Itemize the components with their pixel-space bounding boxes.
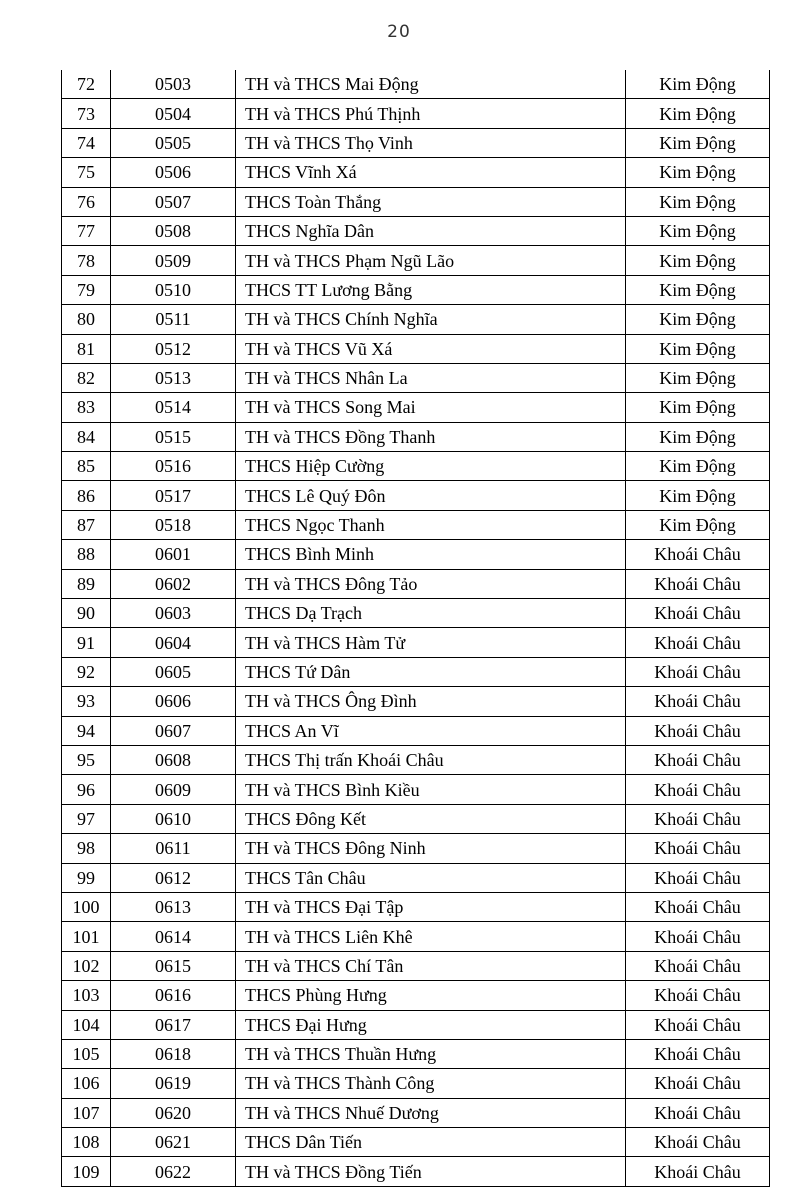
table-row [62,599,770,628]
district-name: Kim Động [626,275,770,304]
school-code: 0515 [111,422,236,451]
district-name: Khoái Châu [626,892,770,921]
district-name: Khoái Châu [626,981,770,1010]
row-number: 87 [62,510,111,539]
school-code: 0619 [111,1069,236,1098]
school-name: TH và THCS Chí Tân [236,951,626,980]
row-number: 99 [62,863,111,892]
row-number: 77 [62,216,111,245]
school-code: 0604 [111,628,236,657]
district-name: Khoái Châu [626,922,770,951]
school-code: 0514 [111,393,236,422]
row-number: 94 [62,716,111,745]
table-row [62,628,770,657]
district-name: Khoái Châu [626,599,770,628]
district-name: Khoái Châu [626,804,770,833]
school-code: 0621 [111,1128,236,1157]
district-name: Kim Động [626,246,770,275]
row-number: 106 [62,1069,111,1098]
district-name: Khoái Châu [626,863,770,892]
school-code: 0513 [111,363,236,392]
table-row [62,275,770,304]
table-row [62,863,770,892]
table-row [62,481,770,510]
school-code: 0516 [111,452,236,481]
district-name: Khoái Châu [626,657,770,686]
school-code: 0605 [111,657,236,686]
page-number: 20 [387,22,411,42]
school-name: THCS Phùng Hưng [236,981,626,1010]
row-number: 80 [62,305,111,334]
school-name: THCS Bình Minh [236,540,626,569]
district-name: Khoái Châu [626,951,770,980]
table-row [62,1039,770,1068]
row-number: 109 [62,1157,111,1186]
school-name: TH và THCS Nhuế Dương [236,1098,626,1127]
row-number: 82 [62,363,111,392]
row-number: 104 [62,1010,111,1039]
district-name: Khoái Châu [626,716,770,745]
table-row [62,1128,770,1157]
row-number: 95 [62,745,111,774]
table-row [62,687,770,716]
district-name: Kim Động [626,452,770,481]
school-table [61,70,770,1187]
school-code: 0606 [111,687,236,716]
school-code: 0504 [111,99,236,128]
row-number: 96 [62,775,111,804]
school-code: 0511 [111,305,236,334]
school-code: 0503 [111,70,236,99]
row-number: 72 [62,70,111,99]
school-name: TH và THCS Đồng Tiến [236,1157,626,1186]
table-row [62,216,770,245]
district-name: Kim Động [626,99,770,128]
school-name: TH và THCS Song Mai [236,393,626,422]
school-name: THCS Tân Châu [236,863,626,892]
school-code: 0618 [111,1039,236,1068]
school-name: TH và THCS Mai Động [236,70,626,99]
row-number: 98 [62,834,111,863]
school-name: THCS Toàn Thắng [236,187,626,216]
table-row [62,334,770,363]
school-name: THCS An Vĩ [236,716,626,745]
school-code: 0508 [111,216,236,245]
school-code: 0613 [111,892,236,921]
table-row [62,99,770,128]
school-name: TH và THCS Hàm Tử [236,628,626,657]
table-row [62,1098,770,1127]
school-name: TH và THCS Thuần Hưng [236,1039,626,1068]
district-name: Khoái Châu [626,1010,770,1039]
row-number: 78 [62,246,111,275]
table-row [62,246,770,275]
school-code: 0615 [111,951,236,980]
district-name: Kim Động [626,158,770,187]
school-code: 0512 [111,334,236,363]
district-name: Kim Động [626,128,770,157]
row-number: 93 [62,687,111,716]
school-code: 0603 [111,599,236,628]
district-name: Khoái Châu [626,540,770,569]
district-name: Khoái Châu [626,569,770,598]
school-code: 0509 [111,246,236,275]
district-name: Khoái Châu [626,745,770,774]
row-number: 88 [62,540,111,569]
table-row [62,834,770,863]
school-name: THCS TT Lương Bằng [236,275,626,304]
school-name: THCS Nghĩa Dân [236,216,626,245]
district-name: Kim Động [626,305,770,334]
school-code: 0510 [111,275,236,304]
school-name: TH và THCS Đồng Thanh [236,422,626,451]
school-code: 0517 [111,481,236,510]
school-code: 0622 [111,1157,236,1186]
school-code: 0601 [111,540,236,569]
school-name: THCS Đại Hưng [236,1010,626,1039]
row-number: 85 [62,452,111,481]
district-name: Kim Động [626,70,770,99]
row-number: 90 [62,599,111,628]
school-name: THCS Đông Kết [236,804,626,833]
table-row [62,70,770,99]
row-number: 73 [62,99,111,128]
school-name: TH và THCS Đông Ninh [236,834,626,863]
row-number: 92 [62,657,111,686]
table-row [62,187,770,216]
district-name: Khoái Châu [626,1128,770,1157]
row-number: 75 [62,158,111,187]
school-name: THCS Lê Quý Đôn [236,481,626,510]
school-name: TH và THCS Phạm Ngũ Lão [236,246,626,275]
row-number: 84 [62,422,111,451]
table-row [62,1069,770,1098]
school-name: THCS Dạ Trạch [236,599,626,628]
school-name: THCS Vĩnh Xá [236,158,626,187]
district-name: Khoái Châu [626,775,770,804]
district-name: Khoái Châu [626,628,770,657]
table-row [62,804,770,833]
school-code: 0617 [111,1010,236,1039]
school-name: TH và THCS Thành Công [236,1069,626,1098]
school-code: 0518 [111,510,236,539]
row-number: 101 [62,922,111,951]
school-name: TH và THCS Đông Tảo [236,569,626,598]
table-row [62,745,770,774]
table-row [62,363,770,392]
row-number: 81 [62,334,111,363]
table-body [62,70,770,1186]
school-code: 0611 [111,834,236,863]
row-number: 102 [62,951,111,980]
school-code: 0614 [111,922,236,951]
table-row [62,922,770,951]
school-code: 0610 [111,804,236,833]
school-code: 0602 [111,569,236,598]
row-number: 83 [62,393,111,422]
table-row [62,393,770,422]
table-row [62,1157,770,1186]
school-code: 0608 [111,745,236,774]
district-name: Khoái Châu [626,687,770,716]
school-code: 0507 [111,187,236,216]
table-row [62,510,770,539]
district-name: Khoái Châu [626,1157,770,1186]
table-row [62,716,770,745]
school-name: TH và THCS Nhân La [236,363,626,392]
row-number: 91 [62,628,111,657]
district-name: Kim Động [626,481,770,510]
table-row [62,951,770,980]
table-row [62,892,770,921]
school-name: TH và THCS Ông Đình [236,687,626,716]
table-row [62,128,770,157]
school-name: TH và THCS Vũ Xá [236,334,626,363]
school-name: TH và THCS Bình Kiều [236,775,626,804]
school-code: 0607 [111,716,236,745]
district-name: Kim Động [626,422,770,451]
table-row [62,657,770,686]
school-code: 0506 [111,158,236,187]
school-name: THCS Ngọc Thanh [236,510,626,539]
row-number: 107 [62,1098,111,1127]
row-number: 108 [62,1128,111,1157]
school-name: THCS Hiệp Cường [236,452,626,481]
school-name: TH và THCS Liên Khê [236,922,626,951]
school-name: THCS Tứ Dân [236,657,626,686]
row-number: 86 [62,481,111,510]
school-name: THCS Thị trấn Khoái Châu [236,745,626,774]
row-number: 89 [62,569,111,598]
district-name: Kim Động [626,216,770,245]
row-number: 103 [62,981,111,1010]
school-code: 0616 [111,981,236,1010]
school-name: TH và THCS Phú Thịnh [236,99,626,128]
row-number: 105 [62,1039,111,1068]
row-number: 76 [62,187,111,216]
row-number: 97 [62,804,111,833]
table-row [62,569,770,598]
district-name: Khoái Châu [626,1069,770,1098]
table-row [62,981,770,1010]
district-name: Kim Động [626,187,770,216]
school-name: TH và THCS Thọ Vinh [236,128,626,157]
district-name: Kim Động [626,510,770,539]
table-row [62,1010,770,1039]
table-row [62,452,770,481]
district-name: Kim Động [626,393,770,422]
district-name: Kim Động [626,334,770,363]
school-code: 0505 [111,128,236,157]
school-code: 0612 [111,863,236,892]
school-code: 0620 [111,1098,236,1127]
district-name: Khoái Châu [626,1039,770,1068]
table-row [62,775,770,804]
row-number: 74 [62,128,111,157]
school-code: 0609 [111,775,236,804]
district-name: Kim Động [626,363,770,392]
row-number: 79 [62,275,111,304]
table-row [62,540,770,569]
district-name: Khoái Châu [626,834,770,863]
district-name: Khoái Châu [626,1098,770,1127]
table-row [62,422,770,451]
school-name: THCS Dân Tiến [236,1128,626,1157]
table-row [62,305,770,334]
row-number: 100 [62,892,111,921]
table-row [62,158,770,187]
school-name: TH và THCS Đại Tập [236,892,626,921]
school-name: TH và THCS Chính Nghĩa [236,305,626,334]
